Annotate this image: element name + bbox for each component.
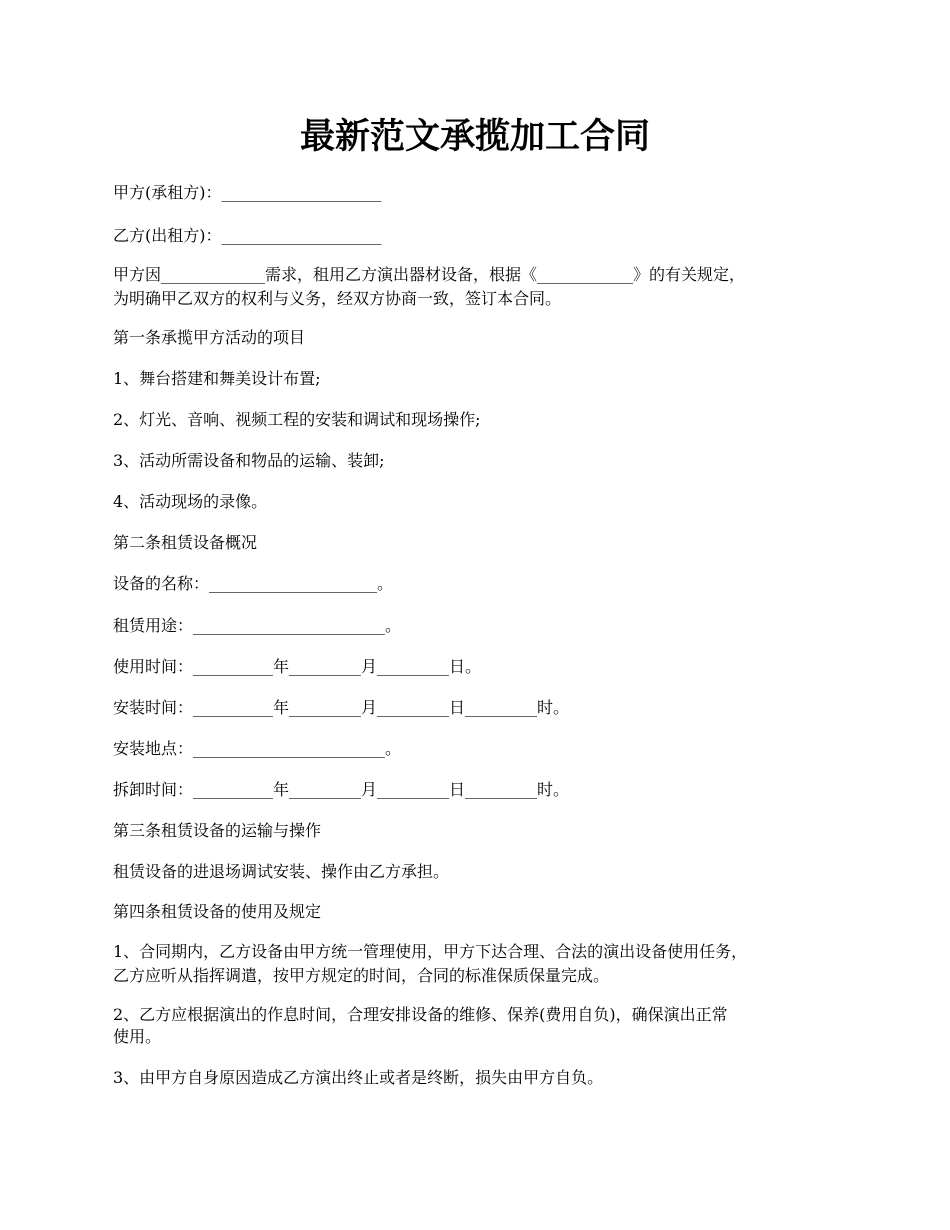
rental-purpose-line: 租赁用途：________________________。 [113, 616, 402, 635]
document-title: 最新范文承揽加工合同 [299, 116, 650, 157]
list-item: 1、舞台搭建和舞美设计布置; [113, 369, 321, 388]
intro-line-1: 甲方因_____________需求，租用乙方演出器材设备，根据《____________》的有关规定， [113, 265, 746, 284]
clause-2-line-2: 使用。 [113, 1027, 162, 1046]
article-1-heading: 第一条承揽甲方活动的项目 [113, 328, 306, 347]
article-3-heading: 第三条租赁设备的运输与操作 [113, 821, 322, 840]
clause-1-line-1: 1、合同期内，乙方设备由甲方统一管理使用，甲方下达合理、合法的演出设备使用任务， [113, 942, 748, 961]
list-item: 2、灯光、音响、视频工程的安装和调试和现场操作; [113, 410, 481, 429]
clause-1-line-2: 乙方应听从指挥调遣，按甲方规定的时间，合同的标准保质保量完成。 [113, 966, 610, 985]
install-location-line: 安装地点：________________________。 [113, 739, 402, 758]
usage-time-line: 使用时间：__________年_________月_________日。 [113, 657, 482, 676]
party-a-line: 甲方(承租方)：____________________ [113, 183, 382, 202]
list-item: 4、活动现场的录像。 [113, 492, 268, 511]
list-item: 3、活动所需设备和物品的运输、装卸; [113, 451, 385, 470]
equipment-name-line: 设备的名称：_____________________。 [113, 574, 394, 593]
article-3-body: 租赁设备的进退场调试安装、操作由乙方承担。 [113, 862, 450, 881]
dismantle-time-line: 拆卸时间：__________年_________月_________日_________时。 [113, 780, 570, 799]
clause-3-line: 3、由甲方自身原因造成乙方演出终止或者是终断，损失由甲方自负。 [113, 1068, 604, 1087]
article-4-heading: 第四条租赁设备的使用及规定 [113, 902, 322, 921]
install-time-line: 安装时间：__________年_________月_________日_________时。 [113, 698, 570, 717]
clause-2-line-1: 2、乙方应根据演出的作息时间，合理安排设备的维修、保养(费用自负)，确保演出正常 [113, 1005, 728, 1024]
intro-line-2: 为明确甲乙双方的权利与义务，经双方协商一致，签订本合同。 [113, 289, 562, 308]
article-2-heading: 第二条租赁设备概况 [113, 533, 258, 552]
party-b-line: 乙方(出租方)：____________________ [113, 226, 382, 245]
